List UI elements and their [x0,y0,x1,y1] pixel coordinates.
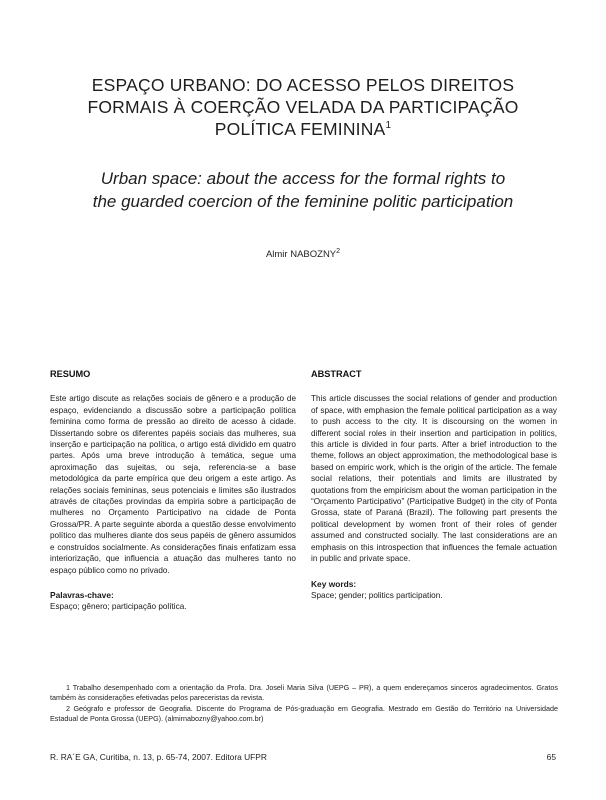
author-name: Almir NABOZNY [265,249,337,260]
resumo-body: Este artigo discute as relações sociais de gênero e a produção de espaço, evidenciando a discussão sobre a participação política feminina como forma de pressão ao direito de acesso à cidade. Dissertando sobre os diferentes papéis sociais das mulheres, sua inserção e participação na política, o artigo está dividido em quatro partes. Após uma breve introdução à temática, segue uma aproximação das sujeitas, ou seja, referencia-se a base metodológica da parte empírica que deu origem a este artigo. As relações sociais femininas, seus potenciais e limites são ilustrados através de citações provindas da empiria sobre a participação de mulheres no Orçamento Participativo na cidade de Ponta Grossa/PR. A parte seguinte aborda a questão desse envolvimento político das mulheres diante dos seus papéis de gênero assumidos e construídos socialmente. As considerações finais enfatizam essa interiorização, que influencia a atuação das mulheres tanto no espaço público como no privado. [50,394,296,575]
abstract-body: This article discusses the social relations of gender and production of space, with emphasion the female political participation as a way to push access to the city. It is discoursing on the women in different social roles in their insertion and participation in politics, this article is divided in four parts. After a brief introduction to the theme, follows an object approximation, the methodological base is based on empiric work, which is the origin of the article. The female social relations, their potentials and limits are illustrated by quotations from the empiricism about the woman participation in the “Orçamento Participativo” (Participative Budget) in the city of Ponta Grossa, state of Paraná (Brazil). The following part presents the political development by women front of their roles of gender assumed and constructed socially. The last considerations are an emphasis on this introspection that influences the female actuation in public and private space. [311,394,557,564]
page-footer [50,752,556,762]
subtitle-line-2: the guarded coercion of the feminine politic participation [92,192,514,211]
abstract-heading: ABSTRACT [311,369,362,379]
footnote-1: 1 Trabalho desempenhado com a orientação da Profa. Dra. Joseli Maria Silva (UEPG – PR), a quem endereçamos sinceros agradecimentos. Gratos também às considerações efetivadas pelos pareceristas da revista. [50,683,558,703]
resumo-heading: RESUMO [50,369,91,379]
resumo-section [50,369,296,613]
abstract-section [311,369,557,601]
author-line [0,249,606,260]
title-line-3 [40,118,566,140]
title-line-3-text: POLÍTICA FEMININA [214,119,386,139]
author-footnote-ref[interactable]: 2 [336,247,341,255]
title-line-1: ESPAÇO URBANO: DO ACESSO PELOS DIREITOS [91,75,515,95]
page-number: 65 [546,752,556,762]
journal-citation: R. RA´E GA, Curitiba, n. 13, p. 65-74, 2007. Editora UFPR [50,752,267,762]
palavras-chave-title: Palavras-chave: [50,589,114,600]
article-subtitle-english [40,167,566,213]
key-words-list: Space; gender; politics participation. [311,590,443,600]
article-title [40,74,566,140]
key-words-title: Key words: [311,578,357,589]
footnote-2: 2 Geógrafo e professor de Geografia. Discente do Programa de Pós-graduação em Geografia. Mestrado em Gestão do Território na Universidade Estadual de Ponta Grossa (UEPG). (almirnabozny@yahoo.com.br) [50,703,558,724]
footnotes [50,683,558,725]
palavras-chave-list: Espaço; gênero; participação política. [50,602,187,612]
subtitle-line-1: Urban space: about the access for the formal rights to [100,169,506,188]
title-footnote-ref[interactable]: 1 [385,120,392,132]
title-line-2: FORMAIS À COERÇÃO VELADA DA PARTICIPAÇÃO [87,97,519,117]
